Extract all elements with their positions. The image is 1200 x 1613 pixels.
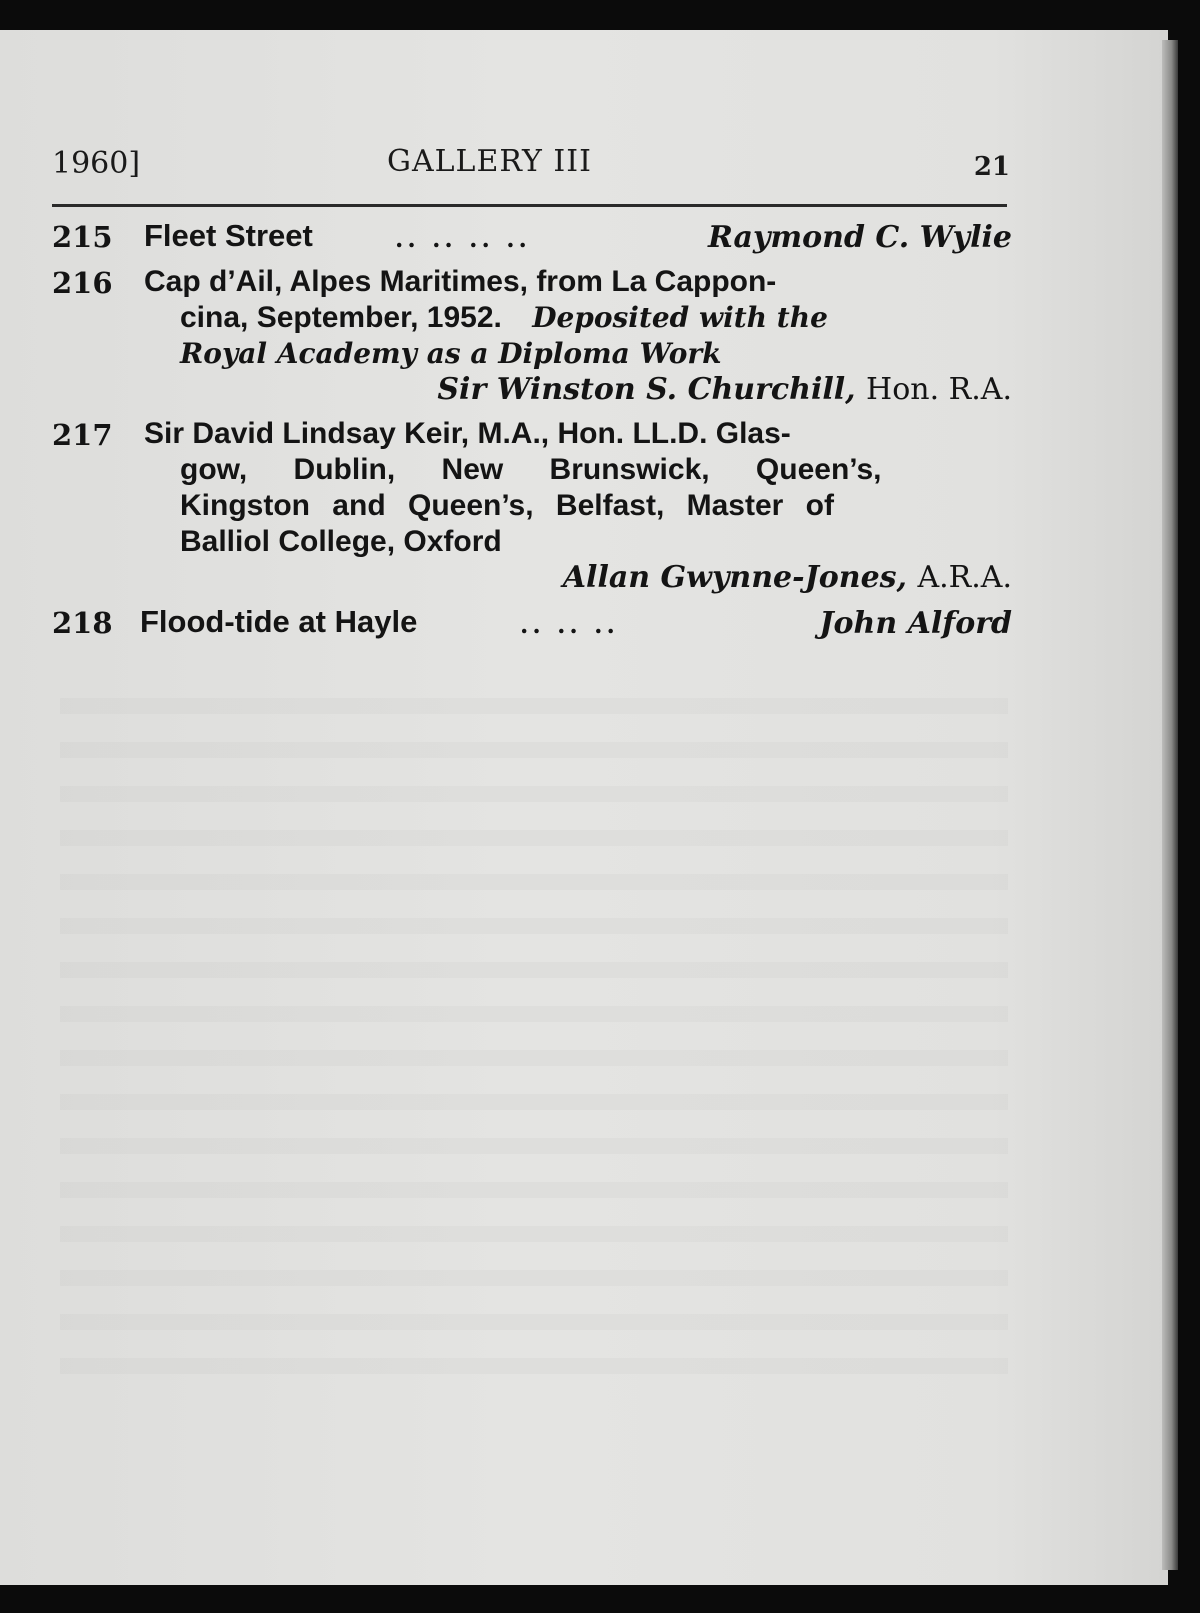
entry-number: 218 (52, 606, 113, 640)
entry-number: 215 (52, 220, 113, 254)
entry-artist (437, 372, 1012, 407)
deposit-note-line: Royal Academy as a Diploma Work (180, 337, 722, 370)
artist-name: Sir Winston S. Churchill, (437, 372, 856, 407)
entry-title (144, 264, 926, 300)
page-number: 21 (973, 152, 1010, 182)
catalogue-entry-215 (52, 218, 1012, 262)
header-rule (52, 204, 1007, 207)
artist-honour: A.R.A. (917, 560, 1012, 595)
artist-name: Allan Gwynne-Jones, (562, 560, 908, 595)
title-line: Sir David Lindsay Keir, M.A., Hon. LL.D. Glas- (144, 417, 791, 450)
dot-leaders: .. .. .. (520, 610, 619, 639)
entry-artist: John Alford (819, 606, 1012, 641)
deposit-note: Deposited with the (532, 301, 828, 334)
title-line: Kingston and Queen’s, Belfast, Master of (180, 489, 834, 522)
entry-title: Fleet Street (144, 218, 313, 253)
show-through-texture (60, 670, 1008, 1390)
title-text: cina, September, 1952. (180, 301, 502, 334)
catalogue-entry-218 (52, 604, 1012, 648)
entry-title (144, 416, 926, 452)
header-year: 1960] (52, 146, 141, 181)
entry-title-continued (180, 452, 926, 560)
title-line: Cap d’Ail, Alpes Maritimes, from La Cappon- (144, 265, 777, 298)
dot-leaders: .. .. .. .. (395, 224, 531, 253)
entry-title: Flood-tide at Hayle (140, 604, 418, 639)
title-line: Balliol College, Oxford (180, 525, 502, 558)
entry-title-continued (180, 300, 926, 372)
catalogue-entry-216 (52, 264, 1012, 414)
entry-artist (563, 560, 1012, 595)
entry-artist: Raymond C. Wylie (707, 220, 1012, 255)
catalogue-entry-217 (52, 416, 1012, 606)
title-line: gow, Dublin, New Brunswick, Queen’s, (180, 453, 882, 486)
page-edge (1162, 40, 1178, 1570)
running-header (52, 142, 1010, 186)
artist-honour: Hon. R.A. (866, 372, 1012, 407)
entry-number: 217 (52, 418, 113, 452)
entry-number: 216 (52, 266, 113, 300)
header-gallery-title: GALLERY III (387, 144, 592, 179)
title-line (180, 300, 926, 336)
